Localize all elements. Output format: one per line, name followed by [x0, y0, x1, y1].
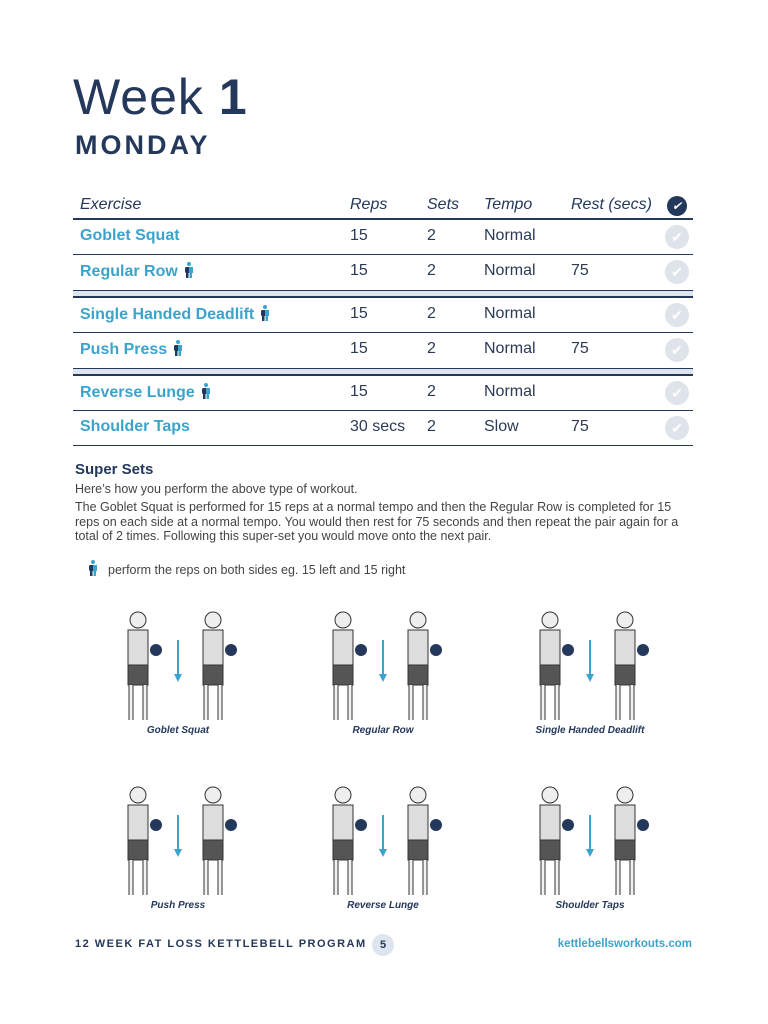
super-sets-body: The Goblet Squat is performed for 15 reps at a normal tempo and then the Regular Row is completed for 15 reps on each side at a normal tempo. You would then rest for 75 seconds and then repeat the pair again for a total of 2 times. Following this super-set you would move onto the next pair. [75, 500, 679, 543]
exercise-name: Single Handed Deadlift [80, 305, 270, 324]
illustration-caption: Regular Row [352, 725, 414, 736]
sets: 2 [427, 418, 436, 435]
sets: 2 [427, 340, 436, 357]
table-row [73, 376, 693, 411]
website-link[interactable]: kettlebellsworkouts.com [557, 938, 692, 950]
both-sides-icon [260, 305, 270, 321]
exercise-name: Regular Row [80, 262, 194, 281]
both-sides-icon [184, 262, 194, 278]
complete-checkbox[interactable]: ✔ [665, 303, 689, 327]
complete-checkbox[interactable]: ✔ [665, 338, 689, 362]
legend-text: perform the reps on both sides eg. 15 left and 15 right [108, 563, 406, 577]
reps: 15 [350, 262, 368, 279]
exercise-name: Shoulder Taps [80, 418, 190, 435]
week-label: Week [73, 69, 204, 125]
legend-note [82, 560, 405, 577]
both-sides-icon [88, 560, 98, 576]
table-row [73, 220, 693, 255]
workout-table [73, 190, 693, 446]
super-sets-title: Super Sets [75, 461, 154, 478]
sets: 2 [427, 305, 436, 322]
complete-checkbox[interactable]: ✔ [665, 381, 689, 405]
sets: 2 [427, 227, 436, 244]
page-number: 5 [372, 934, 394, 956]
rest: 75 [571, 418, 589, 435]
sets: 2 [427, 262, 436, 279]
col-reps: Reps [350, 196, 388, 213]
complete-checkbox[interactable]: ✔ [665, 260, 689, 284]
reps: 15 [350, 340, 368, 357]
col-rest: Rest (secs) [571, 196, 652, 213]
table-row [73, 298, 693, 333]
illustration-caption: Reverse Lunge [347, 900, 419, 911]
tempo: Normal [484, 227, 536, 244]
col-sets: Sets [427, 196, 460, 213]
table-header [73, 190, 693, 220]
table-row [73, 333, 693, 368]
super-sets-intro: Here’s how you perform the above type of workout. [75, 481, 358, 496]
table-row [73, 255, 693, 290]
tempo: Normal [484, 262, 536, 279]
illustration-caption: Push Press [150, 900, 206, 911]
exercise-name: Reverse Lunge [80, 383, 211, 402]
illustration-caption: Shoulder Taps [555, 900, 625, 911]
check-header-icon: ✔ [667, 196, 687, 216]
reps: 15 [350, 383, 368, 400]
program-name: 12 WEEK FAT LOSS KETTLEBELL PROGRAM [75, 938, 367, 950]
illustration-caption: Goblet Squat [146, 725, 210, 736]
tempo: Normal [484, 340, 536, 357]
super-sets-section [75, 463, 695, 548]
sets: 2 [427, 383, 436, 400]
reps: 15 [350, 305, 368, 322]
both-sides-icon [201, 383, 211, 399]
both-sides-icon [173, 340, 183, 356]
complete-checkbox[interactable]: ✔ [665, 416, 689, 440]
superset-divider [73, 368, 693, 376]
illustration-caption: Single Handed Deadlift [535, 725, 645, 736]
reps: 30 secs [350, 418, 406, 435]
exercise-name: Push Press [80, 340, 183, 359]
table-row [73, 411, 693, 446]
tempo: Normal [484, 305, 536, 322]
complete-checkbox[interactable]: ✔ [665, 225, 689, 249]
reps: 15 [350, 227, 368, 244]
week-number: 1 [218, 69, 248, 125]
col-exercise: Exercise [80, 196, 142, 213]
rest: 75 [571, 340, 589, 357]
exercise-name: Goblet Squat [80, 227, 180, 244]
col-tempo: Tempo [484, 196, 533, 213]
tempo: Slow [484, 418, 519, 435]
day-heading: MONDAY [75, 130, 211, 160]
tempo: Normal [484, 383, 536, 400]
rest: 75 [571, 262, 589, 279]
page-title [73, 68, 248, 126]
superset-divider [73, 290, 693, 298]
